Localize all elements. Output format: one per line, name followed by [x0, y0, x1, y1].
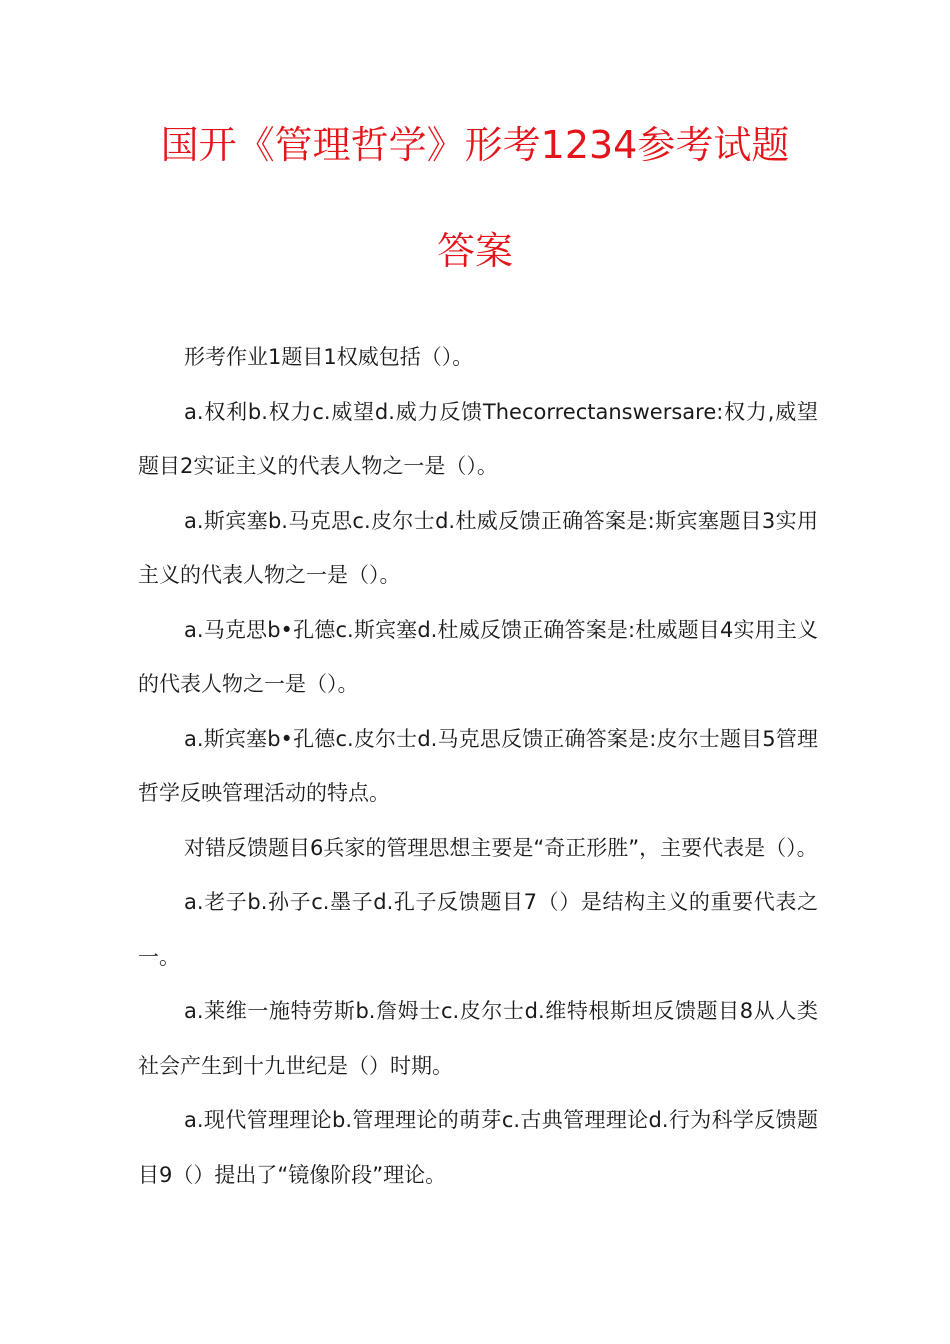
paragraph-2: a.权利b.权力c.威望d.威力反馈Thecorrectanswersare:权力,威望题目2实证主义的代表人物之一是（）。: [138, 399, 818, 478]
document-title-line-2: 答案: [436, 229, 513, 273]
paragraph-4: a.马克思b•孔德c.斯宾塞d.杜威反馈正确答案是:杜威题目4实用主义的代表人物之一是（）。: [138, 617, 818, 696]
document-body: [138, 330, 818, 1202]
document-title-line-1: 国开《管理哲学》形考1234参考试题: [160, 123, 790, 167]
paragraph-5: a.斯宾塞b•孔德c.皮尔士d.马克思反馈正确答案是:皮尔士题目5管理哲学反映管理活动的特点。: [138, 726, 818, 805]
paragraph-3: a.斯宾塞b.马克思c.皮尔士d.杜威反馈正确答案是:斯宾塞题目3实用主义的代表人物之一是（）。: [138, 508, 818, 587]
paragraph-8: a.莱维一施特劳斯b.詹姆士c.皮尔士d.维特根斯坦反馈题目8从人类社会产生到十九世纪是（）时期。: [138, 999, 818, 1078]
paragraph-9: a.现代管理理论b.管理理论的萌芽c.古典管理理论d.行为科学反馈题目9（）提出了“镜像阶段”理论。: [138, 1108, 818, 1187]
paragraph-1: 形考作业1题目1权威包括（）。: [184, 345, 474, 369]
paragraph-7: a.老子b.孙子c.墨子d.孔子反馈题目7（）是结构主义的重要代表之一。: [138, 890, 818, 969]
paragraph-6: 对错反馈题目6兵家的管理思想主要是“奇正形胜”，主要代表是（）。: [184, 835, 818, 860]
